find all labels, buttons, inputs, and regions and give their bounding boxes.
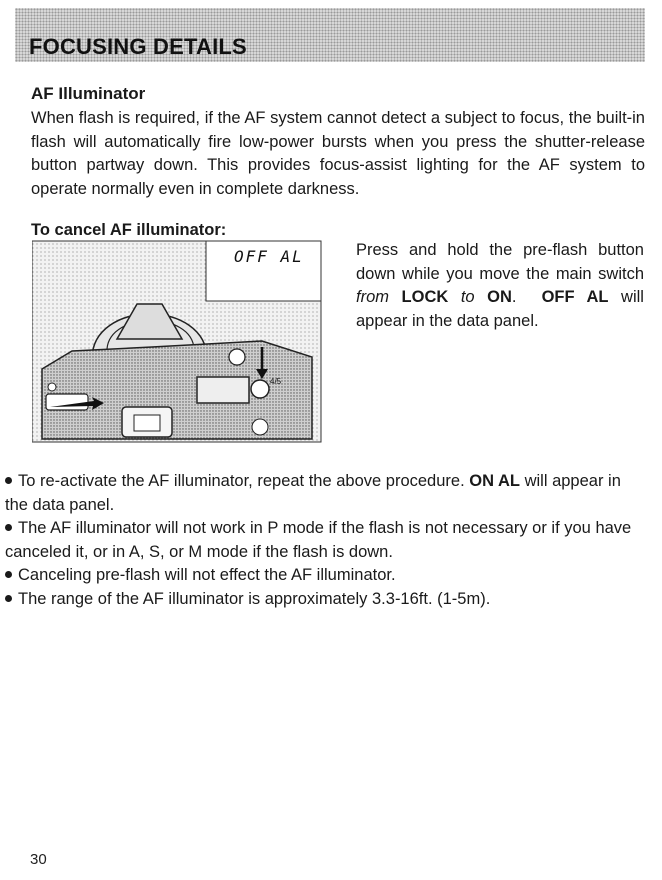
- af-illuminator-paragraph: When flash is required, if the AF system cannot detect a subject to focus, the built-in flash will automatically fire low-power bursts when you press the shutter-release button partway down. This provides focus-assist lighting for the AF system to operate normally even in complete darkness.: [31, 109, 645, 198]
- bullet-icon: [5, 524, 12, 531]
- bullet-icon: [5, 595, 12, 602]
- bullet-icon: [5, 477, 12, 484]
- list-item: To re-activate the AF illuminator, repeat the above procedure. ON AL will appear in the data panel.: [5, 472, 621, 514]
- page-number: 30: [30, 851, 47, 868]
- pre-flash-button-label: 4/5: [270, 377, 282, 386]
- header-band: [15, 8, 645, 62]
- list-item: The AF illuminator will not work in P mode if the flash is not necessary or if you have canceled it, or in A, S, or M mode if the flash is down.: [5, 519, 632, 561]
- page-title: FOCUSING DETAILS: [29, 34, 247, 59]
- cancel-instructions: Press and hold the pre-flash button down while you move the main switch from LOCK to ON. OFF AL will appear in the data panel.: [356, 241, 644, 330]
- cancel-heading: To cancel AF illuminator:: [31, 221, 227, 239]
- list-item: The range of the AF illuminator is approximately 3.3-16ft. (1-5m).: [5, 588, 648, 612]
- bullet-icon: [5, 571, 12, 578]
- section-title: AF Illuminator: [31, 84, 146, 103]
- lcd-display-text: OFF AL: [234, 247, 304, 266]
- list-item: Canceling pre-flash will not effect the AF illuminator.: [5, 564, 648, 588]
- camera-illustration: [32, 239, 322, 443]
- notes-list: [5, 470, 648, 611]
